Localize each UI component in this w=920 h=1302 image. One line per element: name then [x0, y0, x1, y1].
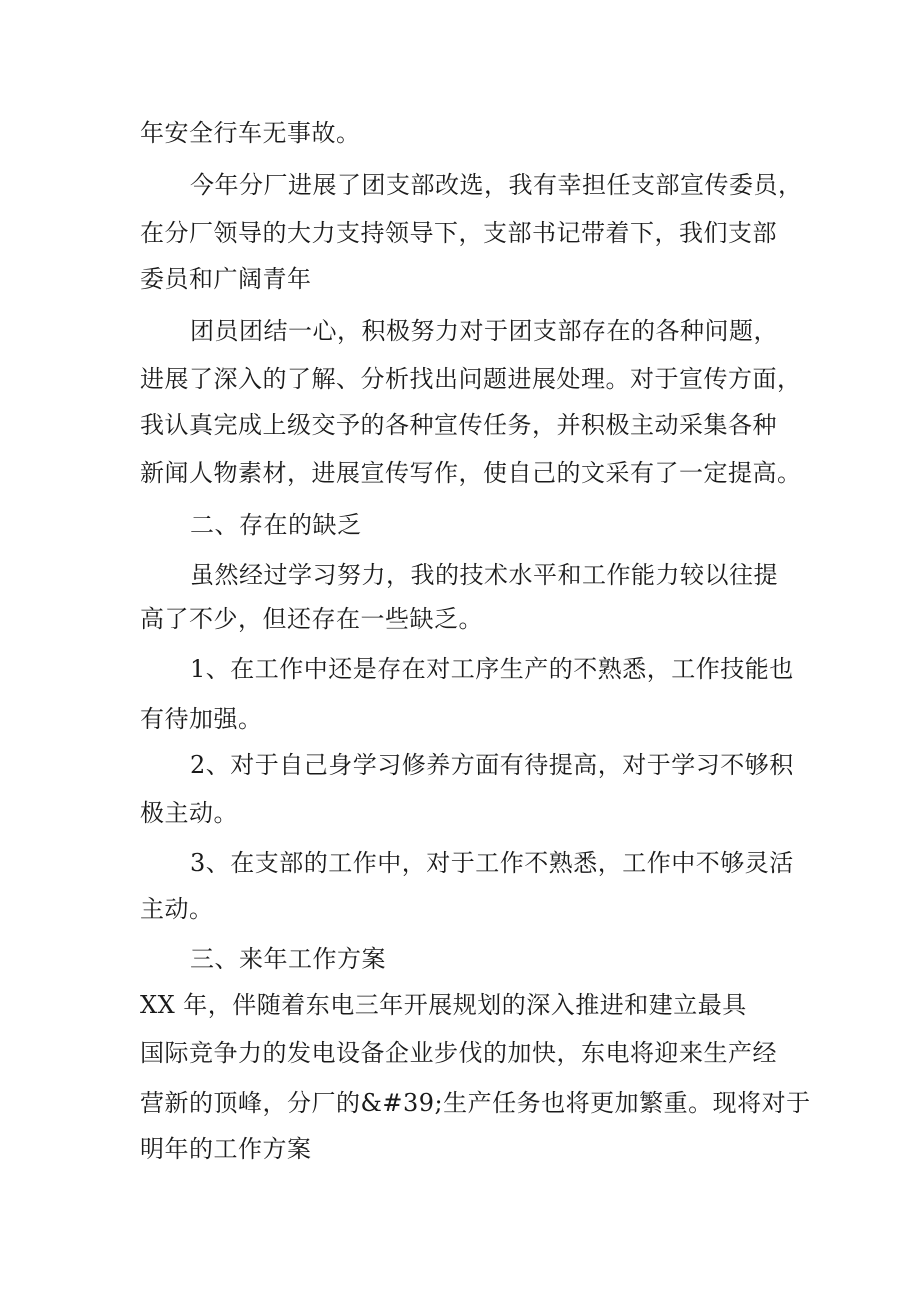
- text-line: XX 年，伴随着东电三年开展规划的深入推进和建立最具: [140, 991, 747, 1019]
- text-line: 主动。: [140, 895, 214, 923]
- text-line: 团员团结一心，积极努力对于团支部存在的各种问题，: [190, 317, 778, 345]
- text-line: 国际竞争力的发电设备企业步伐的加快，东电将迎来生产经: [140, 1039, 777, 1067]
- text-line: 极主动。: [140, 799, 238, 827]
- text-line: 3、在支部的工作中，对于工作不熟悉，工作中不够灵活: [190, 849, 794, 877]
- text-line: 新闻人物素材，进展宣传写作，使自己的文采有了一定提高。: [140, 459, 802, 487]
- text-line: 今年分厂进展了团支部改选，我有幸担任支部宣传委员，: [190, 171, 803, 199]
- text-line: 高了不少，但还存在一些缺乏。: [140, 605, 483, 633]
- text-line: 年安全行车无事故。: [140, 119, 361, 147]
- text-line: 2、对于自己身学习修养方面有待提高，对于学习不够积: [190, 751, 794, 779]
- text-line: 明年的工作方案: [140, 1135, 312, 1163]
- text-line: 虽然经过学习努力，我的技术水平和工作能力较以往提: [190, 561, 778, 589]
- text-line: 营新的顶峰，分厂的&#39;生产任务也将更加繁重。现将对于: [140, 1089, 811, 1117]
- text-line: 委员和广阔青年: [140, 265, 312, 293]
- section-heading: 二、存在的缺乏: [190, 511, 362, 539]
- text-line: 我认真完成上级交予的各种宣传任务，并积极主动采集各种: [140, 411, 777, 439]
- text-line: 在分厂领导的大力支持领导下，支部书记带着下，我们支部: [140, 219, 777, 247]
- text-line: 1、在工作中还是存在对工序生产的不熟悉，工作技能也: [190, 655, 794, 683]
- text-line: 进展了深入的了解、分析找出问题进展处理。对于宣传方面，: [140, 365, 802, 393]
- text-line: 有待加强。: [140, 705, 263, 733]
- section-heading: 三、来年工作方案: [190, 945, 386, 973]
